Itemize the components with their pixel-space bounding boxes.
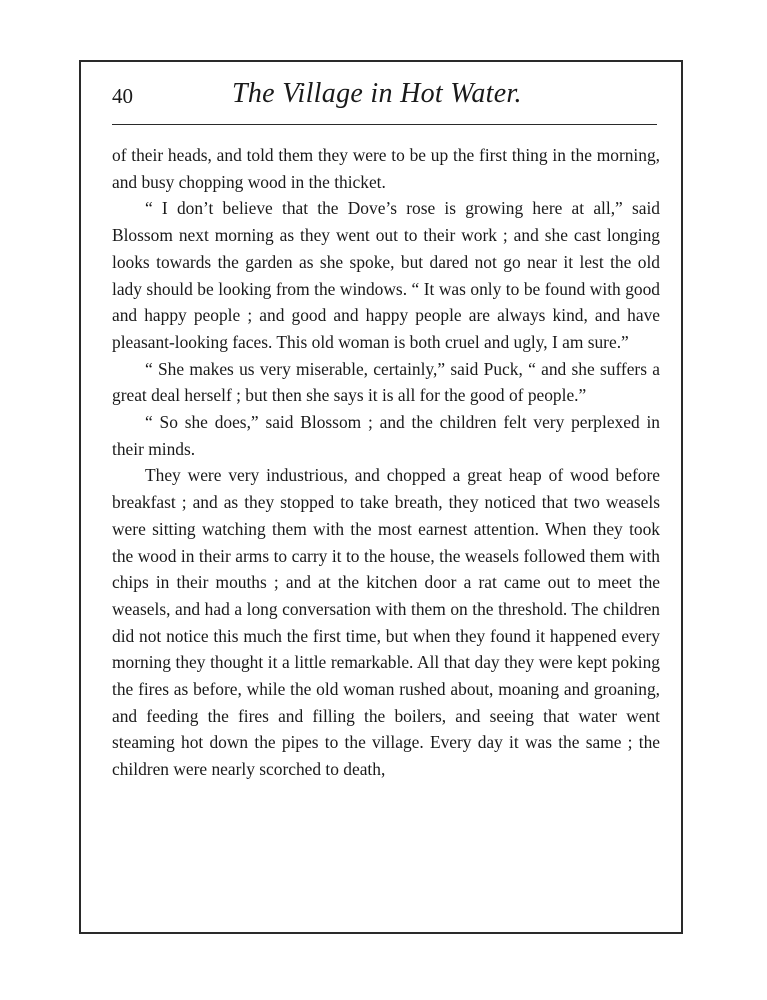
paragraph: “ So she does,” said Blossom ; and the children felt very perplexed in their minds. — [112, 412, 660, 459]
page-header — [112, 78, 657, 118]
paragraph: They were very industrious, and chopped a great heap of wood before breakfast ; and as they stopped to take breath, they noticed that two weasels were sitting watching them with the most earnest attention. When they took the wood in their arms to carry it to the house, the weasels followed them with chips in their mouths ; and at the kitchen door a rat came out to meet the weasels, and had a long conversation with them on the threshold. The children did not notice this much the first time, but when they found it happened every morning they thought it a little remarkable. All that day they were kept poking the fires as before, while the old woman rushed about, moaning and groaning, and feeding the fires and filling the boilers, and seeing that water went steaming hot down the pipes to the village. Every day it was the same ; the children were nearly scorched to death, — [112, 465, 660, 780]
page-number: 40 — [112, 84, 133, 108]
running-title: The Village in Hot Water. — [232, 78, 522, 109]
body-text — [112, 142, 660, 783]
header-rule — [112, 124, 657, 125]
paragraph: “ She makes us very miserable, certainly,” said Puck, “ and she suffers a great deal herself ; but then she says it is all for the good of people.” — [112, 358, 660, 406]
paragraph: “ I don’t believe that the Dove’s rose is growing here at all,” said Blossom next morning as they went out to their work ; and she cast longing looks towards the garden as she spoke, but dared not go near it lest the old lady should be looking from the windows. “ It was only to be found with good and happy people ; and good and happy people are always kind, and have pleasant-looking faces. This old woman is both cruel and ugly, I am sure.” — [112, 198, 660, 352]
paragraph: of their heads, and told them they were to be up the first thing in the morning, and busy chopping wood in the thicket. — [112, 145, 660, 192]
